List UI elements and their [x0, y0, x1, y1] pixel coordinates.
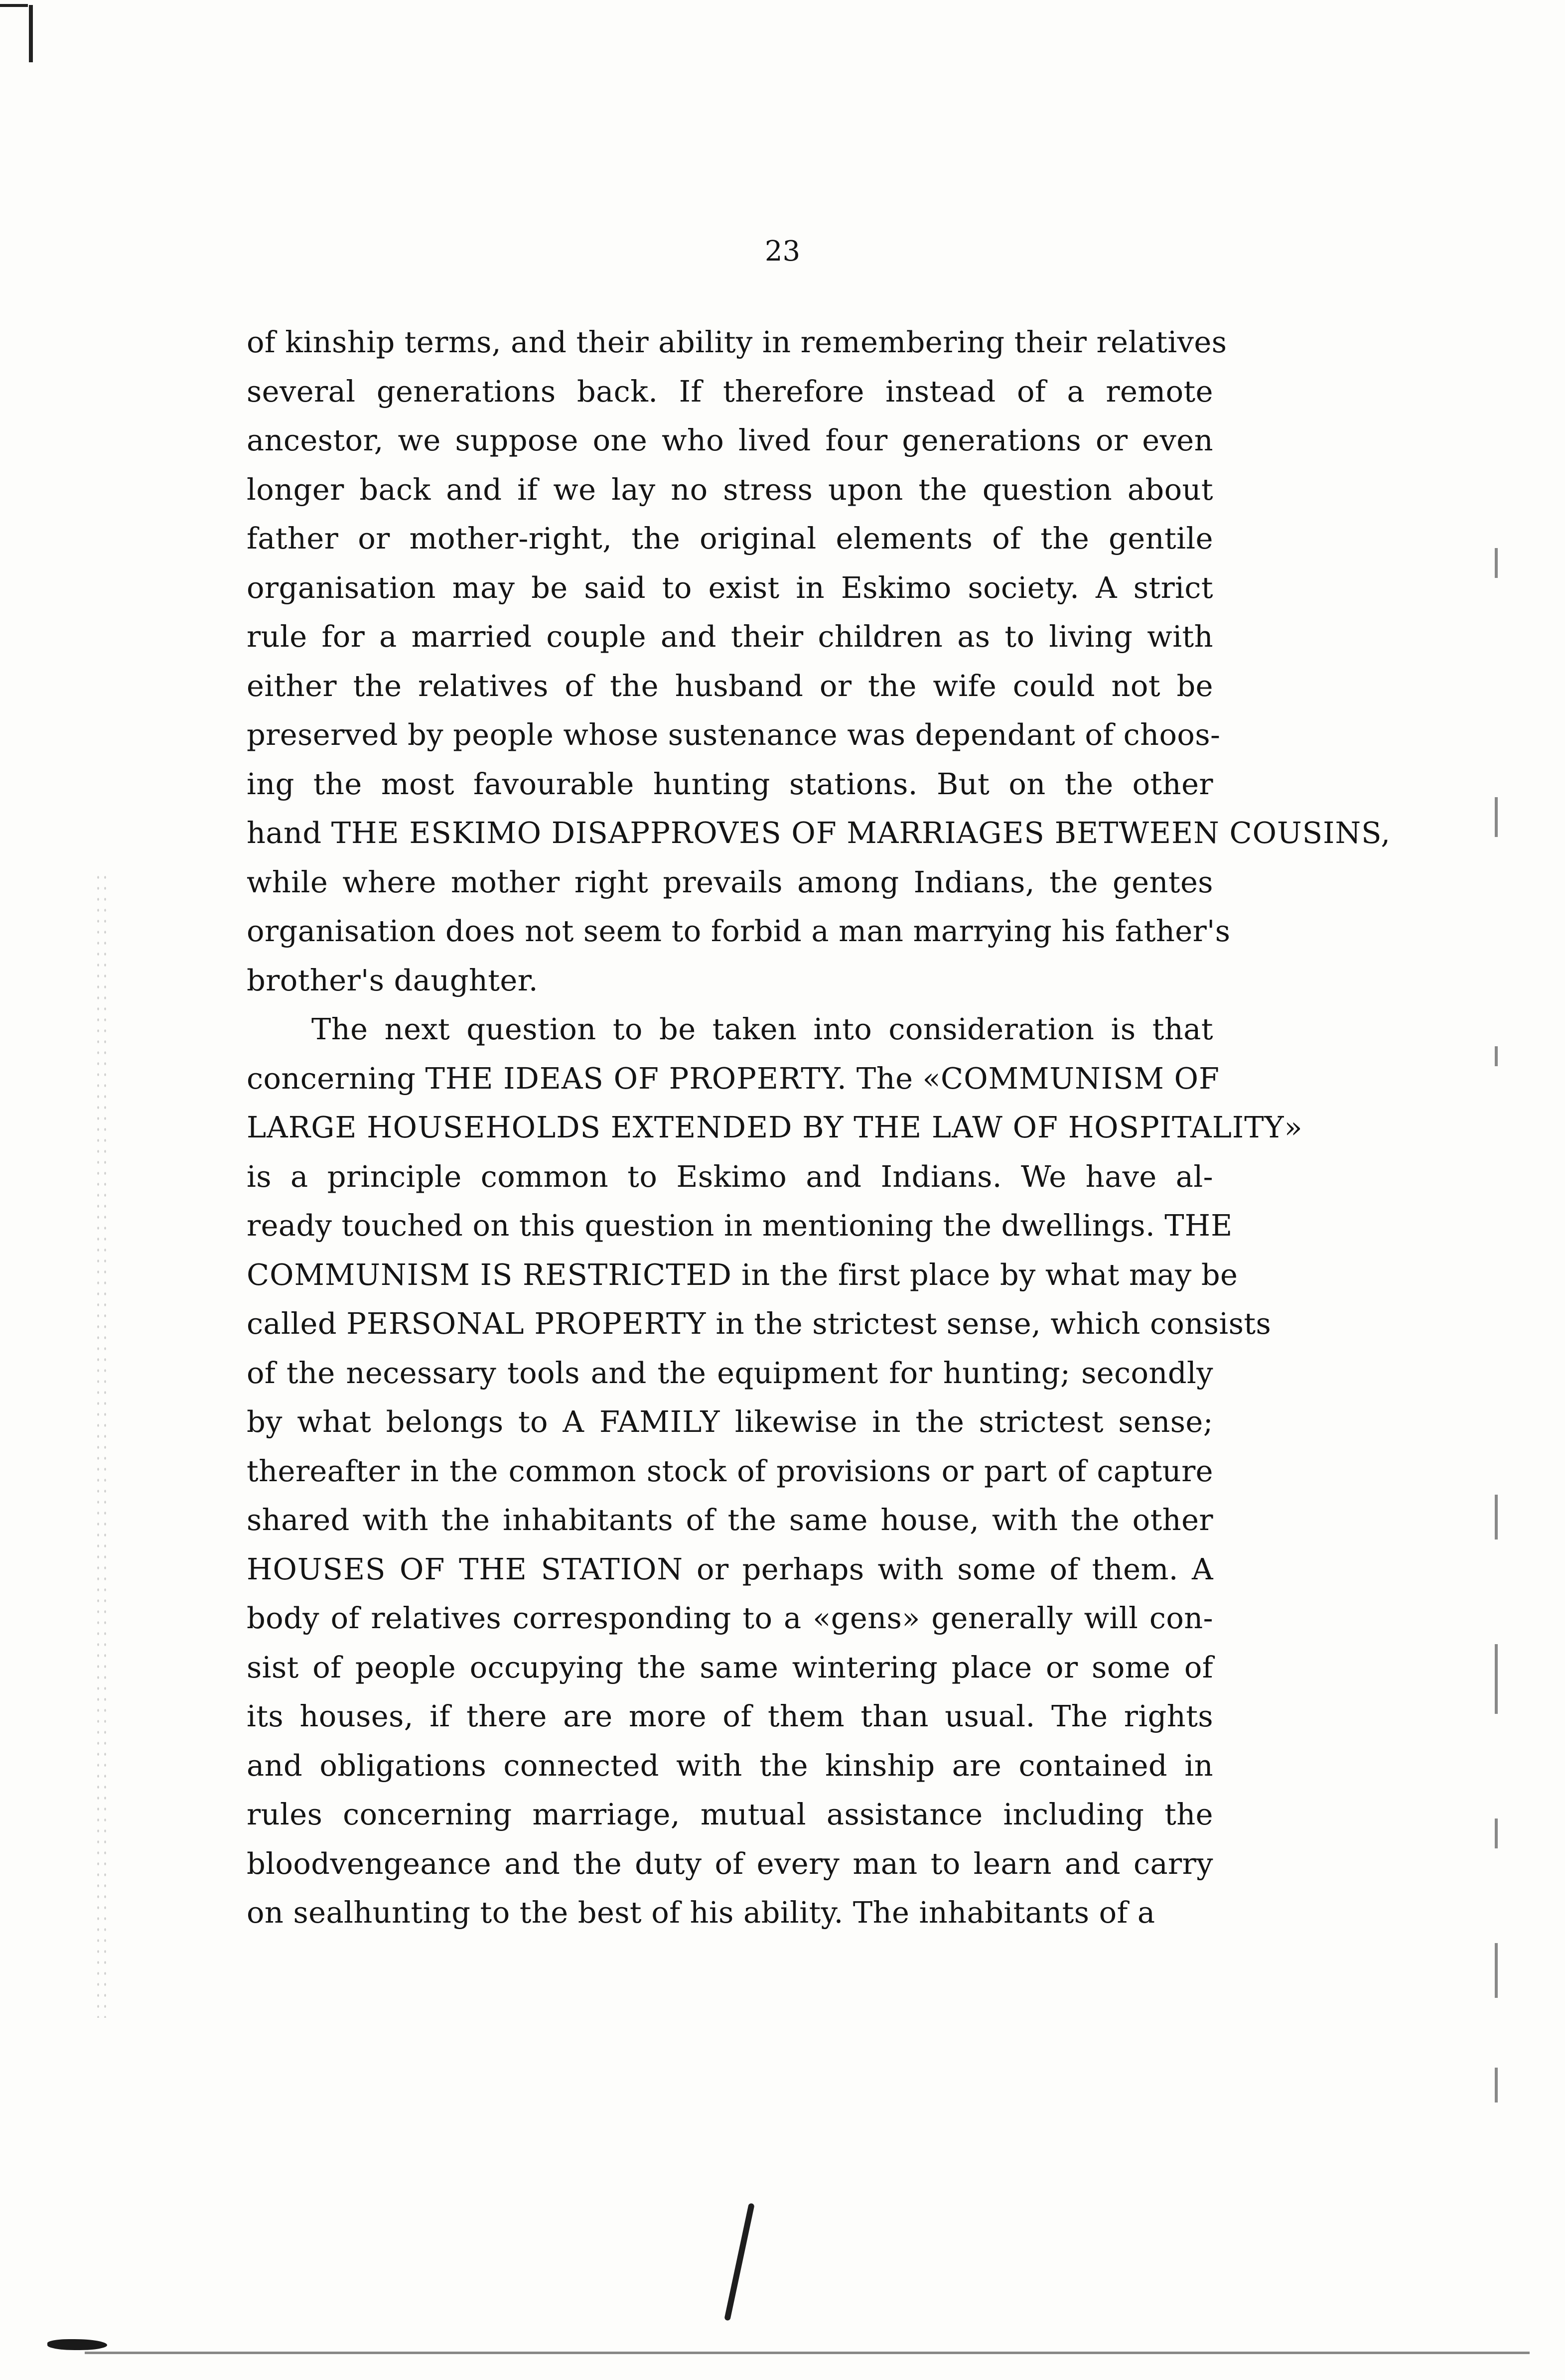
text-line: [247, 1005, 1213, 1054]
spaced-emphasis: COMMUNISM IS RESTRICTED: [247, 1257, 732, 1292]
spaced-emphasis: LARGE HOUSEHOLDS EXTENDED BY THE LAW OF HOSPITALITY: [247, 1110, 1284, 1144]
text-line: [247, 710, 1221, 760]
text-run: ready touched on this question in mentioning the dwellings.: [247, 1208, 1165, 1243]
text-run: of kinship terms, and their ability in remembering their relatives: [247, 325, 1227, 359]
text-run: organisation does not seem to forbid a man marrying his father's: [247, 914, 1231, 948]
text-run: sist of people occupying the same wintering place or some of: [247, 1650, 1213, 1684]
text-line: [247, 465, 1213, 515]
text-line: [247, 1839, 1213, 1889]
text-run: shared with the inhabitants of the same house, with the other: [247, 1503, 1213, 1537]
text-run: in the strictest sense, which consists: [706, 1306, 1272, 1341]
spaced-emphasis: PERSONAL PROPERTY: [346, 1306, 707, 1341]
text-run: ing the most favourable hunting stations. But on the other: [247, 766, 1213, 801]
text-line: [247, 858, 1213, 907]
text-line: [247, 1447, 1213, 1496]
text-line: [247, 907, 1231, 956]
text-line: [247, 318, 1227, 367]
text-line: [247, 1594, 1213, 1643]
text-run: called: [247, 1306, 347, 1341]
text-run: body of relatives corresponding to a «gens» generally will con-: [247, 1601, 1213, 1635]
text-run: The next question to be taken into consideration is that: [311, 1012, 1213, 1046]
spaced-emphasis: A FAMILY: [563, 1404, 720, 1439]
text-line: [247, 1152, 1213, 1202]
text-run: organisation may be said to exist in Eskimo society. A strict: [247, 570, 1213, 605]
text-line: [247, 1643, 1213, 1692]
text-line: [247, 1201, 1233, 1251]
text-line: [247, 1349, 1213, 1398]
text-run: rules concerning marriage, mutual assistance including the: [247, 1797, 1213, 1831]
text-line: [247, 1692, 1213, 1741]
text-line: [247, 1545, 1213, 1594]
text-line: [247, 514, 1213, 563]
spaced-emphasis: HOUSES OF THE STATION: [247, 1551, 684, 1586]
text-run: either the relatives of the husband or the wife could not be: [247, 668, 1213, 703]
text-run: The «: [847, 1061, 941, 1096]
spaced-emphasis: THE: [1164, 1208, 1233, 1243]
text-run: preserved by people whose sustenance was dependant of choos-: [247, 717, 1221, 752]
scan-mark: [724, 2203, 755, 2321]
text-line: [247, 809, 1391, 858]
page-number: 23: [764, 235, 801, 268]
text-run: hand: [247, 816, 331, 850]
spaced-emphasis: THE ESKIMO DISAPPROVES OF MARRIAGES BETWEEN COUSINS,: [331, 816, 1391, 850]
text-run: is a principle common to Eskimo and Indians. We have al-: [247, 1159, 1213, 1194]
text-line: [247, 662, 1213, 711]
text-run: its houses, if there are more of them than usual. The rights: [247, 1699, 1213, 1733]
text-run: in the first place by what may be: [731, 1257, 1238, 1292]
text-run: longer back and if we lay no stress upon the question about: [247, 472, 1213, 507]
text-run: several generations back. If therefore instead of a remote: [247, 374, 1213, 409]
scan-mark: [0, 4, 28, 7]
text-line: [247, 612, 1213, 662]
text-run: concerning: [247, 1061, 426, 1096]
scan-mark: [29, 5, 33, 62]
text-run: rule for a married couple and their children as to living with: [247, 619, 1213, 654]
text-run: »: [1284, 1110, 1302, 1144]
text-line: [247, 1790, 1213, 1839]
text-line: [247, 1251, 1238, 1300]
text-run: ancestor, we suppose one who lived four generations or even: [247, 423, 1213, 457]
scan-noise: [1495, 349, 1505, 2192]
text-line: [247, 563, 1213, 613]
text-line: [247, 1103, 1302, 1152]
text-line: [247, 956, 1213, 1005]
text-line: [247, 1741, 1213, 1791]
text-line: [247, 1496, 1213, 1545]
text-line: [247, 1398, 1213, 1447]
scan-noise: [95, 872, 110, 2018]
text-run: of the necessary tools and the equipment for hunting; secondly: [247, 1355, 1213, 1390]
text-run: bloodvengeance and the duty of every man to learn and carry: [247, 1846, 1213, 1881]
text-line: [247, 416, 1213, 465]
text-line: [247, 1054, 1220, 1104]
text-run: thereafter in the common stock of provisions or part of capture: [247, 1453, 1213, 1488]
text-run: likewise in the strictest sense;: [720, 1404, 1214, 1439]
text-run: while where mother right prevails among Indians, the gentes: [247, 864, 1213, 899]
scan-mark: [47, 2339, 107, 2350]
spaced-emphasis: COMMUNISM OF: [941, 1061, 1220, 1096]
text-run: on sealhunting to the best of his ability. The inhabitants of a: [247, 1895, 1155, 1930]
text-run: and obligations connected with the kinship are contained in: [247, 1748, 1213, 1783]
text-run: father or mother-right, the original elements of the gentile: [247, 521, 1213, 556]
text-run: or perhaps with some of them. A: [683, 1551, 1213, 1586]
text-line: [247, 367, 1213, 417]
text-run: by what belongs to: [247, 1404, 563, 1439]
text-line: [247, 1299, 1272, 1349]
text-run: brother's daughter.: [247, 963, 538, 997]
text-line: [247, 1888, 1213, 1938]
body-text: [247, 318, 1391, 1938]
spaced-emphasis: THE IDEAS OF PROPERTY.: [425, 1061, 847, 1096]
scan-edge: [85, 2352, 1530, 2354]
text-line: [247, 760, 1213, 809]
